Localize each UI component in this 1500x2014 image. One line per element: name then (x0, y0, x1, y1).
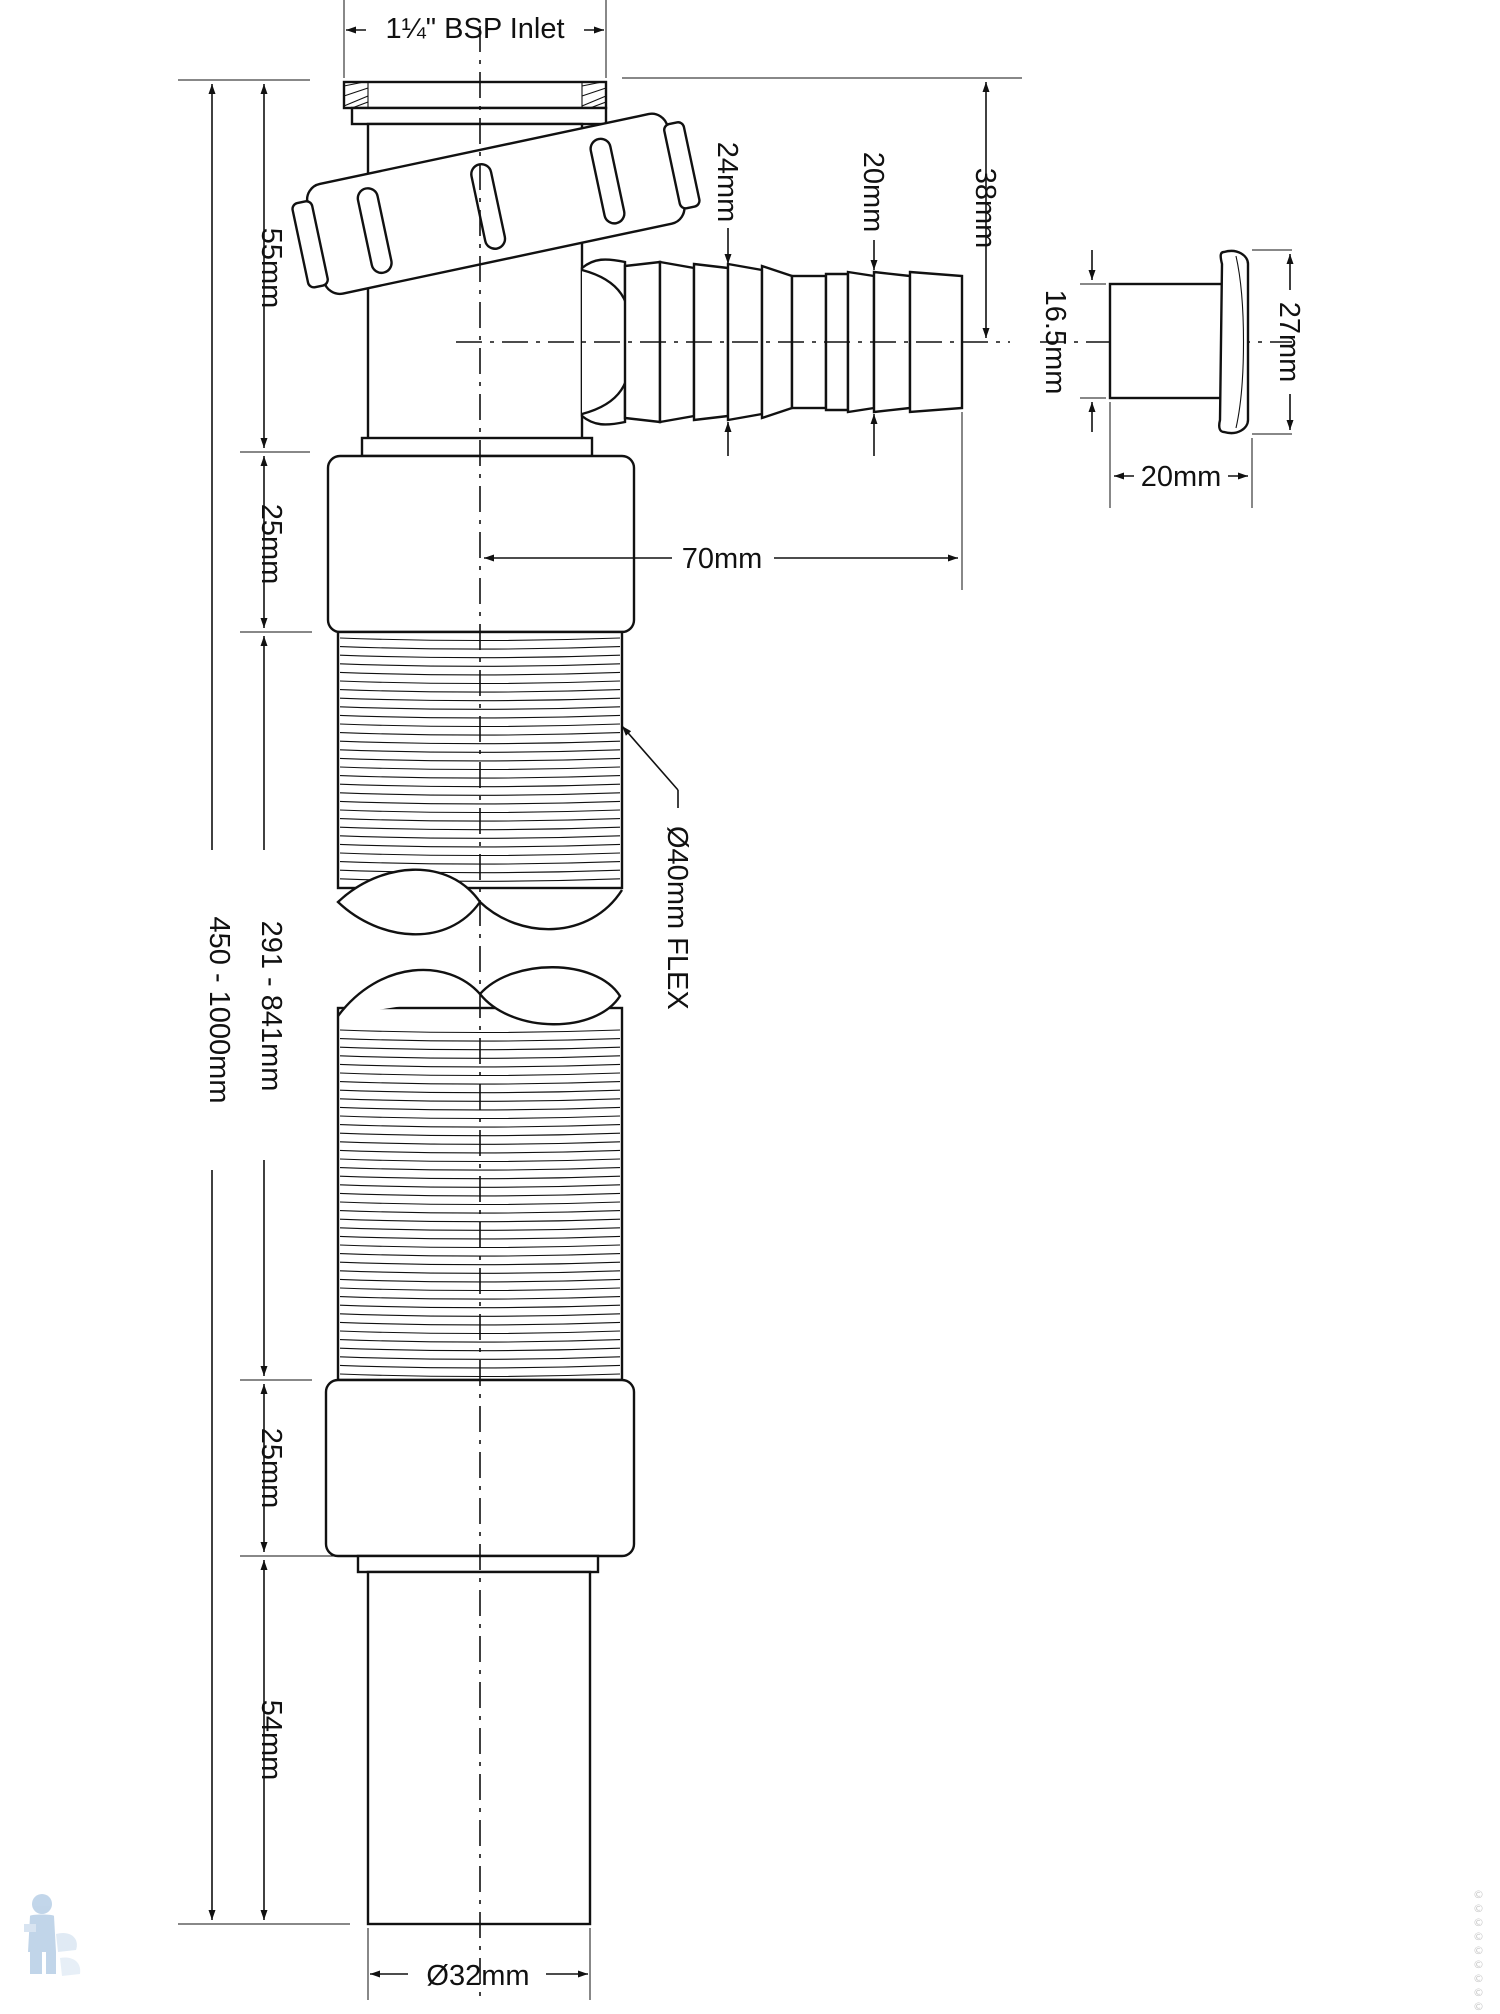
spigot-small-label: 20mm (857, 151, 889, 233)
outlet-label: Ø32mm (426, 1960, 530, 1992)
upper-nut (328, 456, 634, 632)
lower-nut-label: 25mm (255, 1427, 287, 1509)
inlet-washer (344, 82, 606, 124)
tail-label: 54mm (255, 1699, 287, 1781)
watermark-text: ©©©©©©©©© (1472, 1888, 1485, 2014)
spigot-height-label: 38mm (969, 167, 1001, 249)
spigot-big-label: 24mm (711, 141, 743, 223)
outlet-tail (358, 1556, 598, 1924)
cap-length-label: 20mm (1140, 461, 1222, 493)
cap-outer-label: 27mm (1273, 301, 1305, 383)
inlet-label: 1¼" BSP Inlet (385, 13, 565, 45)
upper-nut-label: 25mm (255, 503, 287, 585)
cap-inner-label: 16.5mm (1039, 289, 1071, 395)
plumber-logo-icon (24, 1894, 80, 1976)
flex-range-label: 291 - 841mm (255, 920, 287, 1092)
overall-range-label: 450 - 1000mm (203, 916, 235, 1104)
blanking-cap-icon (1110, 251, 1248, 433)
tee-height-label: 55mm (255, 227, 287, 309)
spigot-reach-label: 70mm (681, 543, 763, 575)
flex-callout-label: Ø40mm FLEX (661, 826, 693, 1010)
